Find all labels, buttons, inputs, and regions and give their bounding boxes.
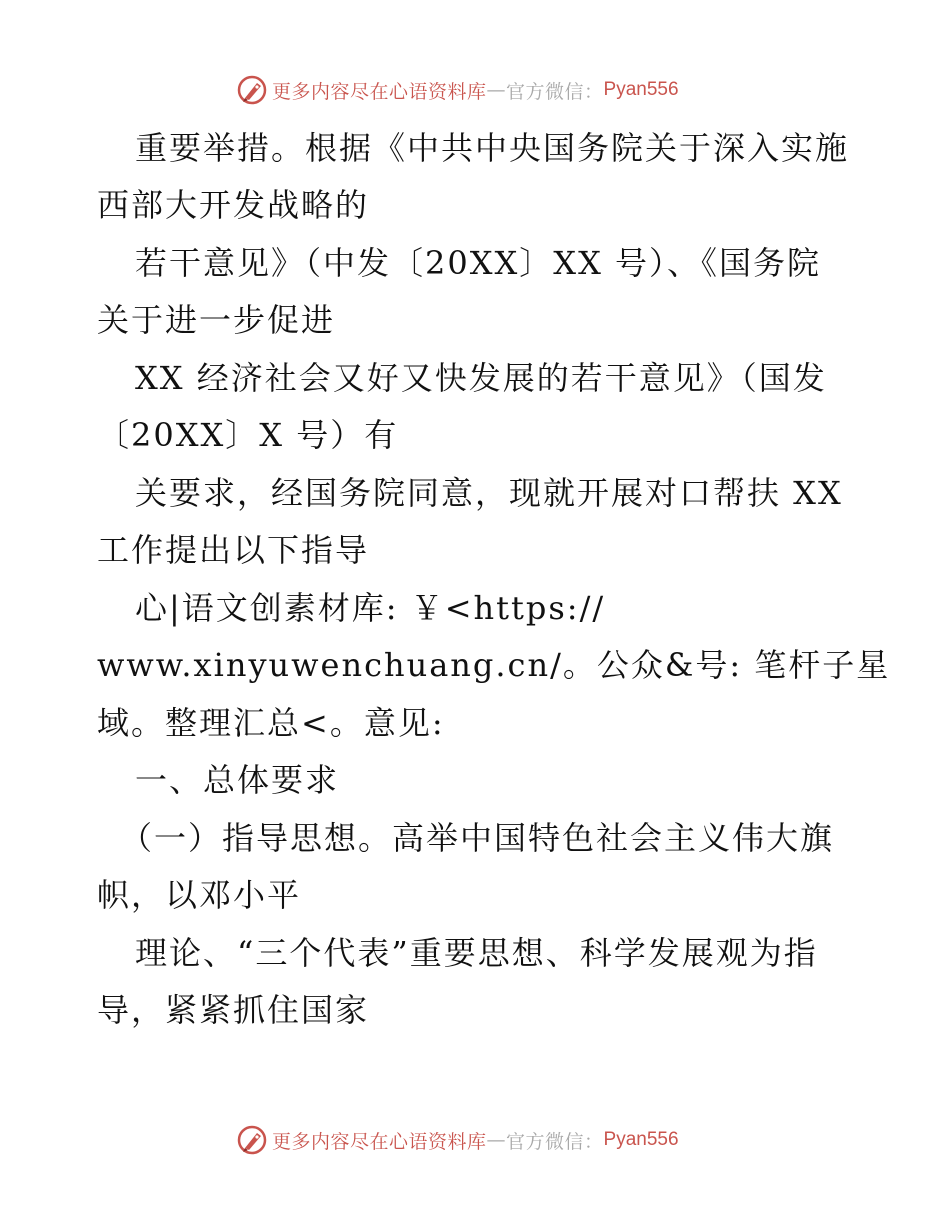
banner-dash: — (486, 79, 507, 101)
banner-site-text: 更多内容尽在心语资料库 (272, 80, 487, 103)
banner-wechat-id: Pyan556 (603, 79, 679, 100)
text-line: 工作提出以下指导 (97, 531, 370, 569)
banner-site-text: 更多内容尽在心语资料库 (272, 1130, 487, 1153)
text-line: 重要举措。根据《中共中央国务院关于深入实施 (135, 129, 850, 167)
banner-official-label: 官方微信： (506, 80, 604, 103)
text-line: 心|语文创素材库: ￥<https:// (135, 589, 606, 627)
banner-official-label: 官方微信： (506, 1130, 604, 1153)
footer-banner (0, 1120, 950, 1160)
text-line: 西部大开发战略的 (97, 186, 370, 224)
text-line: （一）指导思想。高举中国特色社会主义伟大旗 (120, 819, 835, 857)
pen-nib-logo-icon (236, 1124, 268, 1156)
text-line: 若干意见》（中发〔20XX〕XX 号）、《国务院 (135, 244, 822, 282)
banner-dash: — (486, 1129, 507, 1151)
banner-wechat-id: Pyan556 (603, 1129, 679, 1150)
text-line: XX 经济社会又好又快发展的若干意见》（国发 (135, 359, 827, 397)
text-line: 理论、“三个代表”重要思想、科学发展观为指 (135, 934, 818, 972)
text-line: 关于进一步促进 (97, 301, 336, 339)
text-line: 帜，以邓小平 (97, 876, 302, 914)
section-heading: 一、总体要求 (135, 761, 340, 799)
text-line: 导，紧紧抓住国家 (97, 991, 370, 1029)
text-line: 关要求，经国务院同意，现就开展对口帮扶 XX (135, 474, 843, 512)
text-line: 〔20XX〕X 号）有 (97, 416, 399, 454)
text-line: www.xinyuwenchuang.cn/。公众&号: 笔杆子星 (97, 646, 891, 684)
text-line: 域。整理汇总<。意见: (97, 704, 445, 742)
